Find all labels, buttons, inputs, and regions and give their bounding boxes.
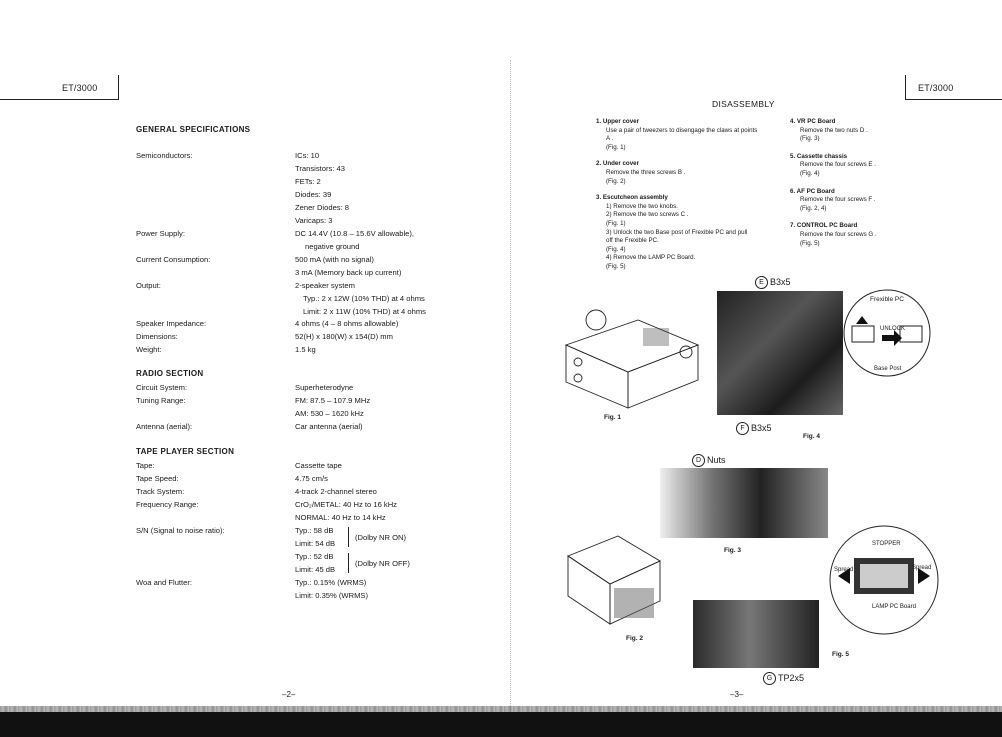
spec-label-weight: Weight: bbox=[136, 345, 162, 354]
figure-3-caption: Fig. 3 bbox=[724, 547, 741, 554]
spec-value: Limit: 45 dB bbox=[295, 565, 336, 574]
detail-spread-left-label: Spread bbox=[834, 567, 854, 573]
spec-value: NORMAL: 40 Hz to 14 kHz bbox=[295, 513, 386, 522]
spec-value: 2-speaker system bbox=[295, 281, 355, 290]
spec-value: Zener Diodes: 8 bbox=[295, 203, 350, 212]
step-line: A . bbox=[606, 135, 614, 143]
spec-value-speed: 4.75 cm/s bbox=[295, 474, 328, 483]
general-specs-heading: GENERAL SPECIFICATIONS bbox=[136, 125, 251, 134]
sn-note-off: (Dolby NR OFF) bbox=[355, 559, 410, 568]
spec-values-frequency bbox=[295, 498, 397, 524]
spec-values-output bbox=[295, 279, 426, 318]
step-line: (Fig. 5) bbox=[606, 262, 626, 270]
steps-right-column bbox=[790, 118, 910, 248]
spec-value: Typ.: 0.15% (WRMS) bbox=[295, 578, 367, 587]
step-line: (Fig. 2, 4) bbox=[800, 204, 827, 212]
step-line: Remove the four screws G . bbox=[800, 230, 877, 238]
step-line: (Fig. 4) bbox=[606, 245, 626, 253]
spec-values-semiconductors bbox=[295, 149, 349, 227]
step-line: (Fig. 5) bbox=[800, 239, 820, 247]
radio-section-heading: RADIO SECTION bbox=[136, 369, 204, 378]
model-tag-box-right bbox=[905, 75, 1002, 100]
step-heading: 3. Escutcheon assembly bbox=[596, 194, 668, 202]
spec-value: Typ.: 2 x 12W (10% THD) at 4 ohms bbox=[303, 294, 425, 303]
spec-value: Limit: 54 dB bbox=[295, 539, 336, 548]
spec-value-weight: 1.5 kg bbox=[295, 345, 316, 354]
step-line: (Fig. 1) bbox=[606, 143, 626, 151]
spec-label-semiconductors: Semiconductors: bbox=[136, 151, 193, 160]
page-gutter bbox=[510, 60, 513, 710]
figure-3-photo bbox=[660, 468, 828, 538]
step-line: Remove the four screws F . bbox=[800, 196, 876, 204]
spec-value: 500 mA (with no signal) bbox=[295, 255, 374, 264]
figure-4-caption: Fig. 4 bbox=[803, 433, 820, 440]
spec-label-speed: Tape Speed: bbox=[136, 474, 179, 483]
callout-d-letter: D bbox=[692, 454, 705, 467]
spec-value-tape: Cassette tape bbox=[295, 461, 342, 470]
spec-label-frequency: Frequency Range: bbox=[136, 500, 199, 509]
spec-values-wow bbox=[295, 576, 368, 602]
step-line: (Fig. 3) bbox=[800, 135, 820, 143]
steps-left-column bbox=[596, 118, 786, 272]
model-tag-left: ET/3000 bbox=[62, 83, 98, 93]
sn-note-on: (Dolby NR ON) bbox=[355, 533, 407, 542]
detail-spread-right-label: Spread bbox=[912, 565, 932, 571]
callout-f-text: B3x5 bbox=[751, 422, 772, 433]
spec-value: negative ground bbox=[305, 242, 360, 251]
page-number-left: –2– bbox=[282, 690, 296, 699]
sn-bracket-off bbox=[348, 553, 349, 573]
spec-value: Transistors: 43 bbox=[295, 164, 345, 173]
figure-5-caption: Fig. 5 bbox=[832, 651, 849, 658]
callout-g bbox=[763, 672, 804, 685]
model-tag-right: ET/3000 bbox=[918, 83, 954, 93]
step-line: (Fig. 2) bbox=[606, 177, 626, 185]
detail-lamp-pc-label: LAMP PC Board bbox=[872, 604, 916, 610]
detail-base-post-label: Base Post bbox=[874, 366, 902, 372]
figure-2-caption: Fig. 2 bbox=[626, 635, 643, 642]
figure-2-drawing bbox=[548, 526, 668, 636]
step-line: 2) Remove the two screws C . bbox=[606, 211, 689, 219]
spec-value: CrO₂/METAL: 40 Hz to 16 kHz bbox=[295, 500, 397, 509]
figure-1-caption: Fig. 1 bbox=[604, 414, 621, 421]
callout-e-text: B3x5 bbox=[770, 276, 791, 287]
figure-5-photo bbox=[693, 600, 819, 668]
step-line: Use a pair of tweezers to disengage the claws at points bbox=[606, 126, 758, 134]
spec-value: DC 14.4V (10.8 – 15.6V allowable), bbox=[295, 229, 415, 238]
spec-label-wow: Woa and Flutter: bbox=[136, 578, 192, 587]
spec-value: Limit: 2 x 11W (10% THD) at 4 ohms bbox=[303, 307, 426, 316]
spec-label-tuning: Tuning Range: bbox=[136, 396, 186, 405]
spec-value-circuit: Superheterodyne bbox=[295, 383, 354, 392]
callout-f bbox=[736, 422, 772, 435]
figure-1-drawing bbox=[548, 300, 708, 415]
spec-label-dimensions: Dimensions: bbox=[136, 332, 178, 341]
spec-value: Typ.: 52 dB bbox=[295, 552, 334, 561]
spec-label-impedance: Speaker Impedance: bbox=[136, 319, 207, 328]
sn-bracket-on bbox=[348, 527, 349, 547]
callout-f-letter: F bbox=[736, 422, 749, 435]
spec-values-tuning bbox=[295, 394, 370, 420]
spec-value: ICs: 10 bbox=[295, 151, 320, 160]
spec-value-impedance: 4 ohms (4 – 8 ohms allowable) bbox=[295, 319, 399, 328]
spec-value: Typ.: 58 dB bbox=[295, 526, 334, 535]
disassembly-title: DISASSEMBLY bbox=[712, 99, 775, 109]
spec-value: FM: 87.5 – 107.9 MHz bbox=[295, 396, 371, 405]
spec-label-current: Current Consumption: bbox=[136, 255, 211, 264]
callout-e bbox=[755, 276, 791, 289]
step-heading: 2. Under cover bbox=[596, 160, 639, 168]
spec-values-current bbox=[295, 253, 401, 279]
spec-label-tape: Tape: bbox=[136, 461, 155, 470]
detail-unlock-label: UNLOCK bbox=[880, 326, 906, 332]
callout-e-letter: E bbox=[755, 276, 768, 289]
callout-d bbox=[692, 454, 726, 467]
step-line: Remove the three screws B . bbox=[606, 168, 686, 176]
scan-dark-band bbox=[0, 712, 1002, 737]
step-line: Remove the four screws E . bbox=[800, 161, 876, 169]
spec-value: Limit: 0.35% (WRMS) bbox=[295, 591, 368, 600]
spec-label-output: Output: bbox=[136, 281, 161, 290]
tape-section-heading: TAPE PLAYER SECTION bbox=[136, 447, 235, 456]
step-line: 1) Remove the two knobs. bbox=[606, 202, 678, 210]
detail-stopper-label: STOPPER bbox=[872, 541, 901, 547]
callout-g-text: TP2x5 bbox=[778, 672, 805, 683]
spec-value: AM: 530 – 1620 kHz bbox=[295, 409, 364, 418]
step-heading: 6. AF PC Board bbox=[790, 187, 835, 195]
spec-values-sn bbox=[295, 524, 335, 576]
spec-values-power bbox=[295, 227, 414, 253]
spec-value: Diodes: 39 bbox=[295, 190, 332, 199]
figure-4-photo bbox=[717, 291, 843, 415]
step-heading: 4. VR PC Board bbox=[790, 118, 836, 125]
step-line: 4) Remove the LAMP PC Board. bbox=[606, 254, 696, 262]
spec-value: 3 mA (Memory back up current) bbox=[295, 268, 402, 277]
step-line: (Fig. 4) bbox=[800, 169, 820, 177]
spec-value-dimensions: 52(H) x 180(W) x 154(D) mm bbox=[295, 332, 393, 341]
step-heading: 7. CONTROL PC Board bbox=[790, 222, 858, 230]
callout-d-text: Nuts bbox=[707, 454, 726, 465]
step-heading: 1. Upper cover bbox=[596, 118, 639, 125]
step-line: (Fig. 1) bbox=[606, 219, 626, 227]
spec-label-power: Power Supply: bbox=[136, 229, 185, 238]
callout-g-letter: G bbox=[763, 672, 776, 685]
step-heading: 5. Cassette chassis bbox=[790, 152, 848, 160]
spec-value-antenna: Car antenna (aerial) bbox=[295, 422, 363, 431]
page-number-right: –3– bbox=[730, 690, 744, 699]
spec-label-circuit: Circuit System: bbox=[136, 383, 188, 392]
step-line: Remove the two nuts D . bbox=[800, 126, 868, 134]
spec-value: FETs: 2 bbox=[295, 177, 321, 186]
step-line: off the Frexible PC. bbox=[606, 237, 659, 245]
spec-label-track: Track System: bbox=[136, 487, 185, 496]
step-line: 3) Unlock the two Base post of Frexible PC and pull bbox=[606, 228, 748, 236]
detail-flexible-pc-label: Frexible PC bbox=[870, 296, 904, 303]
spec-label-sn: S/N (Signal to noise ratio): bbox=[136, 526, 225, 535]
spec-label-antenna: Antenna (aerial): bbox=[136, 422, 193, 431]
spec-value-track: 4-track 2-channel stereo bbox=[295, 487, 377, 496]
spec-value: Varicaps: 3 bbox=[295, 216, 333, 225]
model-tag-box-left bbox=[0, 75, 119, 100]
